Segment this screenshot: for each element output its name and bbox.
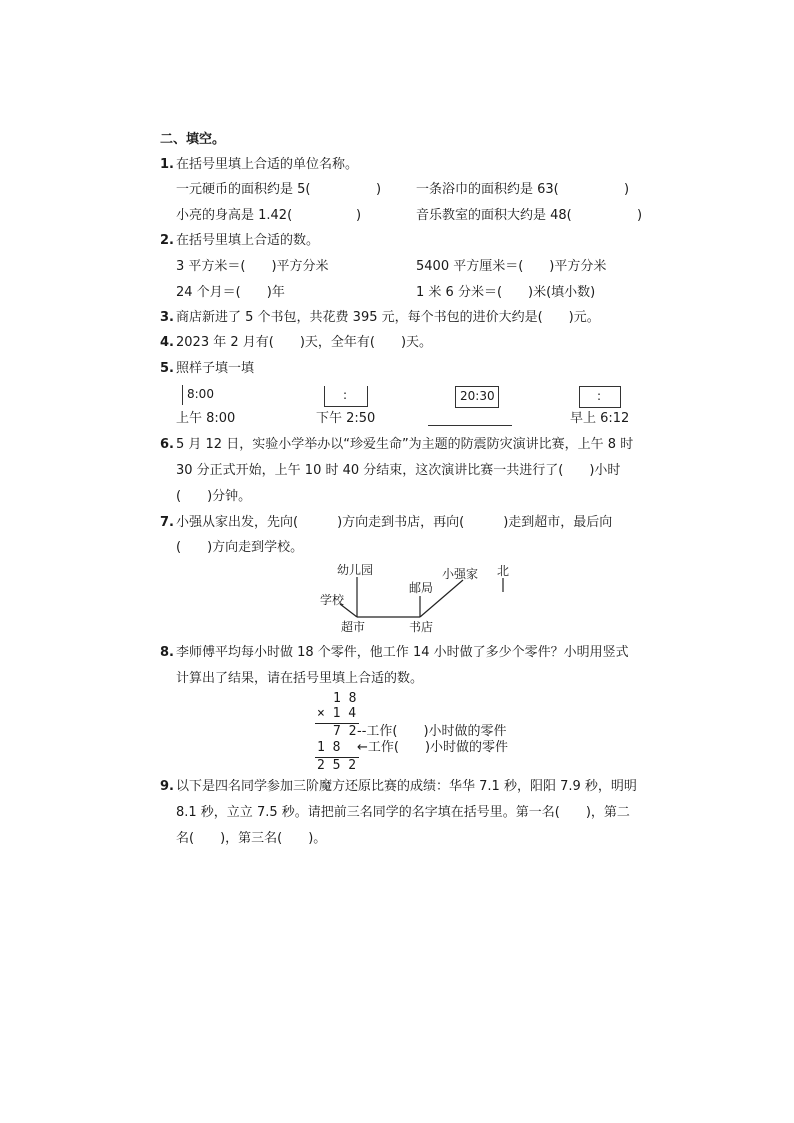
q9-number: 9. [160,779,174,794]
q2-text: 在括号里填上合适的数。 [176,233,320,248]
q3-text: 商店新进了 5 个书包，共花费 395 元，每个书包的进价大约是( )元。 [176,310,600,325]
map-label-home: 小强家 [442,567,479,581]
q6-line-3: ( )分钟。 [176,489,252,504]
clock-2-label: 下午 2:50 [316,411,376,426]
q9-line-2: 8.1 秒，立立 7.5 秒。请把前三名同学的名字填在括号里。第一名( )，第二 [176,805,630,820]
q8-line-1: 李师傅平均每小时做 18 个零件，他工作 14 小时做了多少个零件？小明用竖式 [176,645,629,660]
q1-item-c-end: ) [356,208,362,223]
calc-row-2: × 1 4 [317,706,357,721]
map-label-school: 学校 [320,593,345,607]
map-label-bookstore: 书店 [409,620,434,634]
clock-1-label: 上午 8:00 [176,411,236,426]
q2-item-d: 1 米 6 分米＝( )米(填小数) [416,285,596,300]
clock-3-time: 20:30 [460,389,495,403]
q2-item-c: 24 个月＝( )年 [176,285,285,300]
clock-4-time: : [597,389,602,403]
q1-item-d: 音乐教室的面积大约是 48( [416,208,572,223]
q1-item-b: 一条浴巾的面积约是 63( [416,182,559,197]
q5-number: 5. [160,361,174,376]
q7-line-2: ( )方向走到学校。 [176,540,304,555]
q4-text: 2023 年 2 月有( )天，全年有( )天。 [176,335,433,350]
q1-item-a: 一元硬币的面积约是 5( [176,182,311,197]
q8-number: 8. [160,645,174,660]
q1-item-a-end: ) [376,182,382,197]
q2-item-b: 5400 平方厘米＝( )平方分米 [416,259,607,274]
calc-note-1: --工作( )小时做的零件 [357,724,507,739]
q1-item-b-end: ) [624,182,630,197]
q3-number: 3. [160,310,174,325]
calc-row-1: 1 8 [333,691,357,706]
map-label-kindergarten: 幼儿园 [337,563,374,577]
q2-item-a: 3 平方米＝( )平方分米 [176,259,329,274]
clock-1-time: 8:00 [187,387,214,401]
q9-line-1: 以下是四名同学参加三阶魔方还原比赛的成绩：华华 7.1 秒，阳阳 7.9 秒，明明 [176,779,637,794]
map-label-post-office: 邮局 [409,581,434,595]
clock-2-time: : [343,388,348,402]
calc-row-3: 7 2 [333,724,357,739]
q8-line-2: 计算出了结果，请在括号里填上合适的数。 [176,671,424,686]
q2-number: 2. [160,233,174,248]
q5-text: 照样子填一填 [176,361,255,376]
q1-item-d-end: ) [637,208,643,223]
calc-row-5: 2 5 2 [317,758,357,773]
q6-number: 6. [160,437,174,452]
calc-note-2: ←工作( )小时做的零件 [357,740,509,755]
clock-4-label: 早上 6:12 [570,411,630,426]
map-label-north: 北 [497,564,510,578]
q7-number: 7. [160,515,174,530]
q6-line-1: 5 月 12 日，实验小学举办以“珍爱生命”为主题的防震防灾演讲比赛，上午 8 时 [176,437,634,452]
map-label-supermarket: 超市 [341,620,366,634]
q7-line-1: 小强从家出发，先向( )方向走到书店，再向( )走到超市，最后向 [176,515,613,530]
q6-line-2: 30 分正式开始，上午 10 时 40 分结束，这次演讲比赛一共进行了( )小时 [176,463,621,478]
q1-text: 在括号里填上合适的单位名称。 [176,157,359,172]
q9-line-3: 名( )，第三名( )。 [176,831,327,846]
section-title: 二、填空。 [160,132,226,147]
calc-row-4: 1 8 [317,740,341,755]
q1-item-c: 小亮的身高是 1.42( [176,208,293,223]
q1-number: 1. [160,157,174,172]
q4-number: 4. [160,335,174,350]
